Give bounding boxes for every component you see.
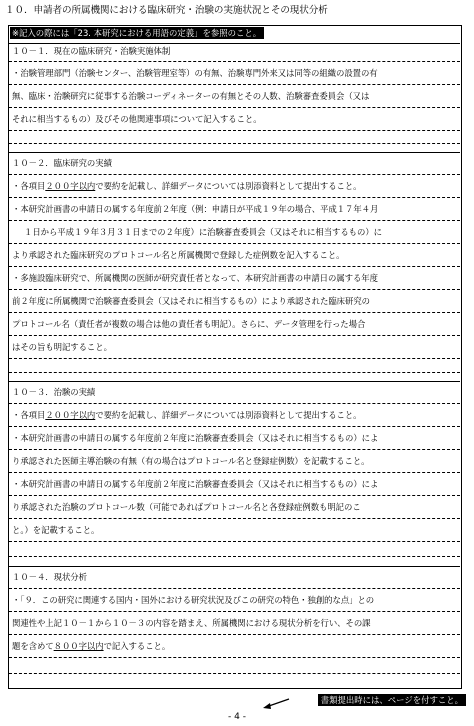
divider: [9, 143, 460, 144]
divider: [9, 495, 460, 496]
page-heading: １０．申請者の所属機関における臨床研究・治験の実施状況とその現状分析: [5, 5, 328, 16]
divider: [9, 518, 460, 519]
divider: [9, 381, 460, 382]
divider: [9, 634, 460, 635]
section-1-title: １０－１．現在の臨床研究・治験実施体制: [12, 46, 171, 56]
section-1-line-1: ・治験管理部門（治験センター、治験管理室等）の有無、治験専門外来又は同等の組織の設置の有: [12, 68, 378, 78]
section-3-title: １０－３．治験の実績: [12, 387, 96, 397]
section-1-line-3: それに相当するもの）及びその他関連事項について記入すること。: [12, 114, 262, 124]
divider: [9, 152, 460, 153]
divider: [9, 84, 460, 85]
section-2-title: １０－２．臨床研究の実績: [12, 158, 112, 168]
divider: [9, 611, 460, 612]
divider: [9, 130, 460, 131]
section-2-item-3-line-3: プロトコール名（責任者が複数の場合は他の責任者も明記）。さらに、データ管理を行った場合: [12, 319, 366, 329]
divider: [9, 358, 460, 359]
divider: [9, 43, 460, 44]
divider: [9, 556, 460, 557]
section-4-line-3: 題を含めて８００字以内で記入すること。: [12, 641, 171, 651]
section-3-item-2-line-2: り承認された医師主導治験の有無（有の場合はプロトコール名と登録症例数）を記載すること。: [12, 456, 370, 466]
divider: [9, 220, 460, 221]
divider: [9, 541, 460, 542]
divider: [9, 657, 460, 658]
divider: [9, 107, 460, 108]
section-2-item-2-line-1: ・本研究計画書の申請日の属する年度前２年度（例：申請日が平成１９年の場合、平成１７年４月: [12, 204, 379, 214]
section-3-item-3-line-3: と。）を記載すること。: [12, 525, 100, 535]
divider: [9, 335, 460, 336]
divider: [9, 243, 460, 244]
divider: [9, 472, 460, 473]
section-2-item-3-line-2: 前２年度に所属機関で治験審査委員会（又はそれに相当するもの）により承認された臨床研究の: [12, 296, 370, 306]
section-4-line-1: ・「９．この研究に関連する国内・国外における研究状況及びこの研究の特色・独創的な点」との: [12, 595, 375, 605]
section-1-line-2: 無、臨床・治験研究に従事する治験コーディネーターの有無とその人数、治験審査委員会（又は: [12, 91, 370, 101]
divider: [9, 197, 460, 198]
divider: [9, 588, 460, 589]
divider: [9, 426, 460, 427]
section-3-item-1: ・各項目２００字以内で要約を記載し、詳細データについては別添資料として提出すること。: [12, 410, 362, 420]
section-3-item-2-line-1: ・本研究計画書の申請日の属する年度前２年度に治験審査委員会（又はそれに相当するもの）によ: [12, 433, 379, 443]
section-2-item-2-line-2: １日から平成１９年３月３１日までの２年度）に治験審査委員会（又はそれに相当するもの）に: [24, 227, 382, 237]
arrow-left-icon: [262, 696, 290, 710]
divider: [9, 61, 460, 62]
section-3-item-3-line-1: ・本研究計画書の申請日の属する年度前２年度に治験審査委員会（又はそれに相当するもの）によ: [12, 479, 379, 489]
divider: [9, 403, 460, 404]
divider: [9, 566, 460, 567]
definition-note: ※記入の際には「23. 本研究における用語の定義」を参照のこと。: [10, 27, 264, 39]
section-2-item-2-line-3: より承認された臨床研究のプロトコール名と所属機関で登録した症例数を記入すること。: [12, 250, 345, 260]
divider: [9, 372, 460, 373]
divider: [9, 266, 460, 267]
divider: [9, 174, 460, 175]
page-number: - 4 -: [228, 712, 246, 722]
submission-note: 書類提出時には、ページを付すこと。: [318, 694, 466, 706]
divider: [9, 289, 460, 290]
section-4-title: １０－４．現状分析: [12, 572, 87, 582]
divider: [9, 312, 460, 313]
section-2-item-3-line-4: はその旨も明記すること。: [12, 342, 112, 352]
section-4-line-2: 関連性や上記１０－１から１０－３の内容を踏まえ、所属機関における現状分析を行い、その課: [12, 618, 371, 628]
divider: [9, 673, 460, 674]
section-2-item-1: ・各項目２００字以内で要約を記載し、詳細データについては別添資料として提出すること。: [12, 181, 362, 191]
section-2-item-3-line-1: ・多施設臨床研究で、所属機関の医師が研究責任者となって、本研究計画書の申請日の属する年度: [12, 273, 378, 283]
divider: [9, 449, 460, 450]
section-3-item-3-line-2: り承認された治験のプロトコール数（可能であればプロトコール名と各登録症例数も明記のこ: [12, 502, 361, 512]
